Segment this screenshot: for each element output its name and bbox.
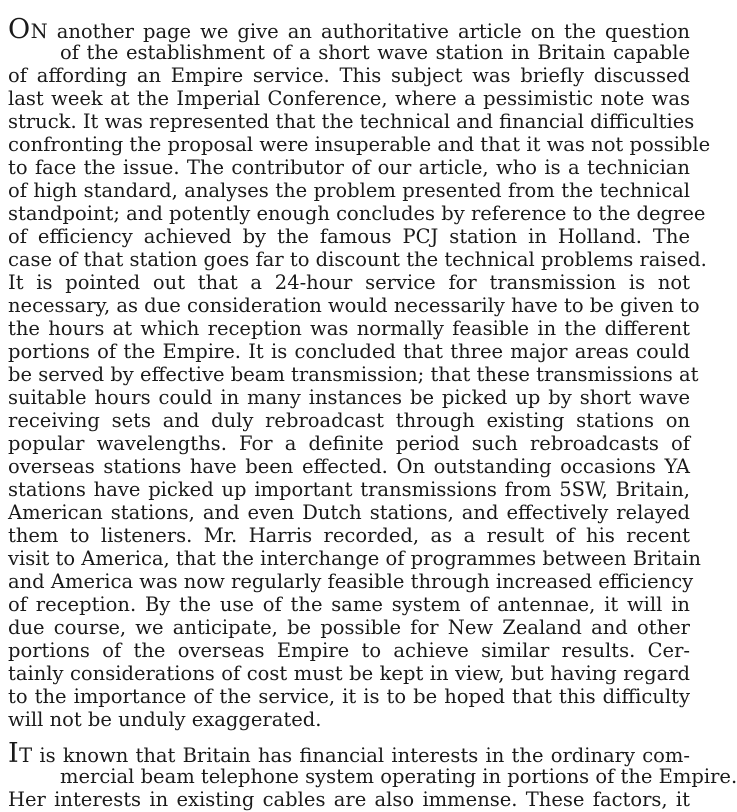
paragraph-line: them to listeners. Mr. Harris recorded, as a result of his recent	[8, 524, 690, 547]
paragraph-line: the hours at which reception was normally feasible in the different	[8, 317, 690, 340]
paragraph-line: standpoint; and potently enough concludes by reference to the degree	[8, 202, 706, 225]
paragraph-line: of high standard, analyses the problem presented from the technical	[8, 179, 690, 202]
paragraph-line: portions of the overseas Empire to achieve similar results. Cer-	[8, 639, 690, 662]
paragraph-line: will not be unduly exaggerated.	[8, 708, 322, 731]
paragraph-line: of efficiency achieved by the famous PCJ station in Holland. The	[8, 225, 690, 248]
paragraph-line: and America was now regularly feasible through increased efficiency	[8, 570, 694, 593]
paragraph-line: It is pointed out that a 24-hour service for transmission is not	[8, 271, 690, 294]
paragraph-line: mercial beam telephone system operating in portions of the Empire.	[60, 765, 737, 788]
paragraph-line: suitable hours could in many instances be picked up by short wave	[8, 386, 690, 409]
paragraph-line: receiving sets and duly rebroadcast through existing stations on	[8, 409, 690, 432]
paragraph-line: stations have picked up important transmissions from 5SW, Britain,	[8, 478, 690, 501]
paragraph-line: to the importance of the service, it is to be hoped that this difficulty	[8, 685, 690, 708]
paragraph-line: be served by effective beam transmission; that these transmissions at	[8, 363, 699, 386]
paragraph-line: to face the issue. The contributor of our article, who is a technician	[8, 156, 690, 179]
paragraph-line: American stations, and even Dutch stations, and effectively relayed	[8, 501, 690, 524]
paragraph-line: Her interests in existing cables are also immense. These factors, it	[8, 788, 690, 811]
paragraph-line: IT is known that Britain has financial interests in the ordinary com-	[8, 738, 690, 769]
paragraph-line: confronting the proposal were insuperable and that it was not possible	[8, 133, 711, 156]
paragraph-line: of affording an Empire service. This subject was briefly discussed	[8, 64, 690, 87]
paragraph-line: of the establishment of a short wave station in Britain capable	[60, 41, 690, 64]
drop-cap: O	[8, 14, 31, 45]
paragraph-line: portions of the Empire. It is concluded that three major areas could	[8, 340, 690, 363]
paragraph-line: popular wavelengths. For a definite period such rebroadcasts of	[8, 432, 690, 455]
paragraph-line: case of that station goes far to discount the technical problems raised.	[8, 248, 707, 271]
paragraph-line: struck. It was represented that the technical and financial difficulties	[8, 110, 695, 133]
paragraph-line: last week at the Imperial Conference, where a pessimistic note was	[8, 87, 690, 110]
paragraph-line: necessary, as due consideration would necessarily have to be given to	[8, 294, 700, 317]
paragraph-line: visit to America, that the interchange of programmes between Britain	[8, 547, 701, 570]
paragraph-line: overseas stations have been effected. On outstanding occasions YA	[8, 455, 690, 478]
paragraph-line: ON another page we give an authoritative article on the question	[8, 14, 690, 45]
paragraph-line: due course, we anticipate, be possible for New Zealand and other	[8, 616, 690, 639]
drop-cap: I	[8, 738, 20, 769]
paragraph-line: of reception. By the use of the same system of antennae, it will in	[8, 593, 690, 616]
paragraph-line: tainly considerations of cost must be kept in view, but having regard	[8, 662, 690, 685]
